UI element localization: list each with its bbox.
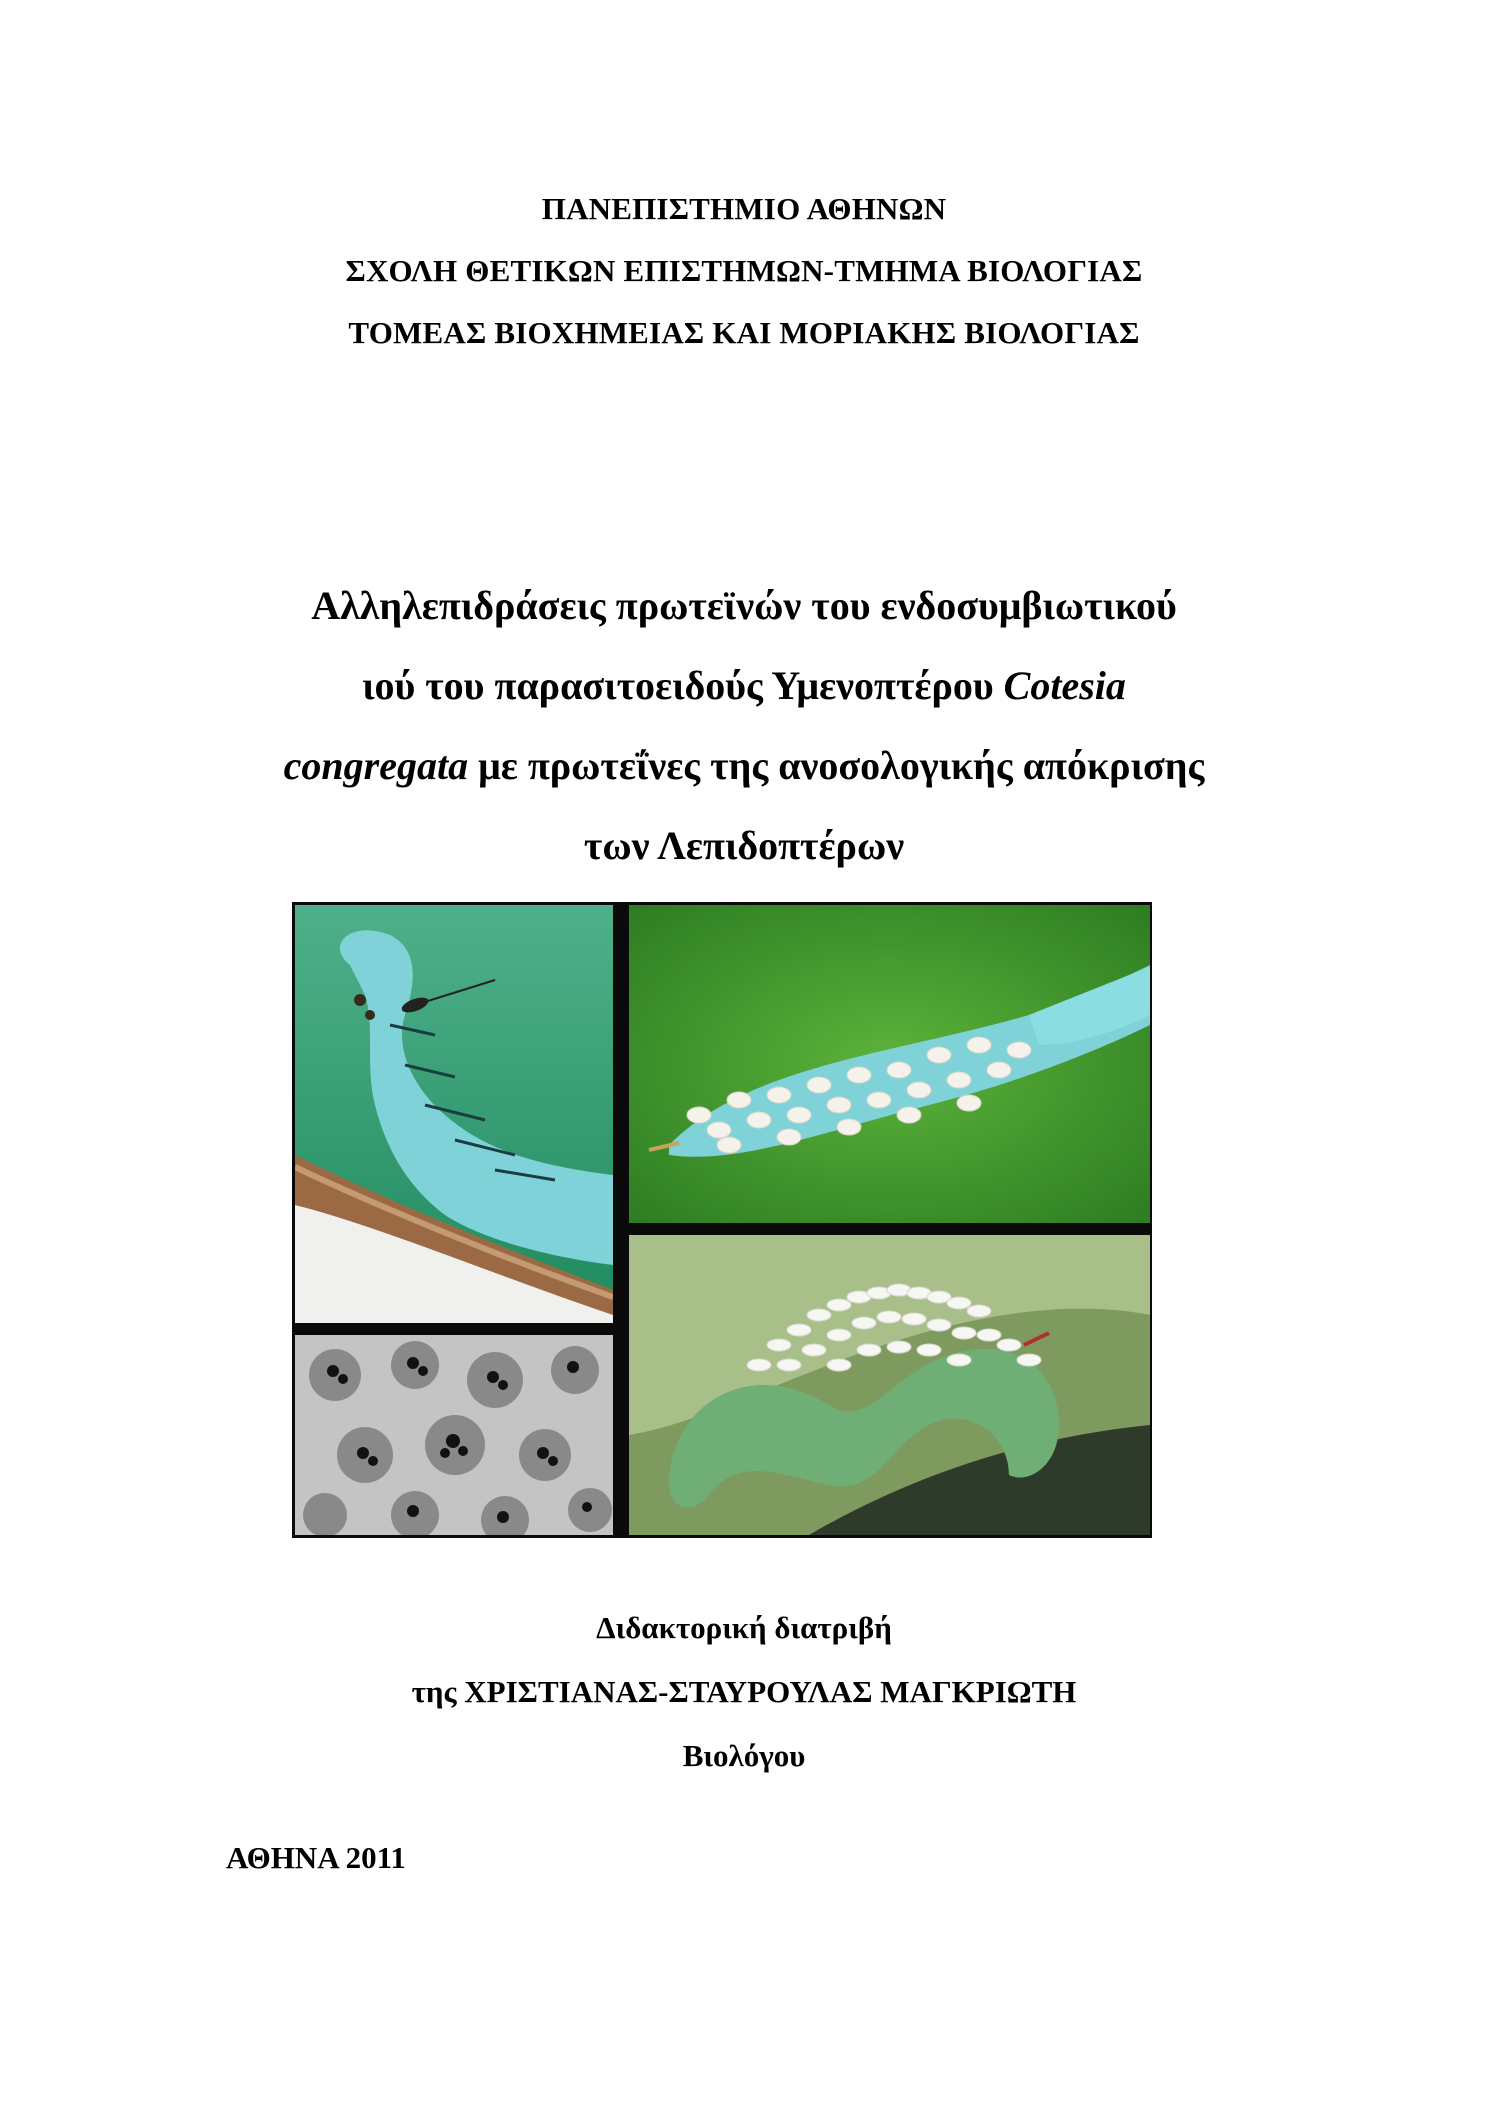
title-line-3 bbox=[0, 726, 1488, 806]
cover-image-mosaic bbox=[292, 902, 1152, 1538]
place-and-year: ΑΘΗΝΑ 2011 bbox=[226, 1840, 406, 1875]
title-line-2-text: ιού του παρασιτοειδούς Υμενοπτέρου bbox=[362, 663, 1004, 708]
author-profession: Βιολόγου bbox=[682, 1738, 806, 1773]
school-department: ΣΧΟΛΗ ΘΕΤΙΚΩΝ ΕΠΙΣΤΗΜΩΝ-ΤΜΗΜΑ ΒΙΟΛΟΓΙΑΣ bbox=[345, 253, 1143, 288]
species-genus: Cotesia bbox=[1003, 663, 1126, 708]
university-name: ΠΑΝΕΠΙΣΤΗΜΙΟ ΑΘΗΝΩΝ bbox=[541, 191, 947, 226]
title-line-3-text: με πρωτεΐνες της ανοσολογικής απόκρισης bbox=[468, 743, 1205, 788]
caterpillar-with-cocoons-photo bbox=[629, 905, 1150, 1223]
green-caterpillar-cocoons-photo bbox=[629, 1235, 1150, 1535]
thesis-title bbox=[0, 566, 1488, 886]
author-block bbox=[0, 1596, 1488, 1788]
title-line-4: των Λεπιδοπτέρων bbox=[583, 823, 905, 868]
microscopy-photo bbox=[295, 1335, 613, 1535]
species-epithet: congregata bbox=[283, 743, 469, 788]
institution-header bbox=[0, 178, 1488, 364]
division-name: ΤΟΜΕΑΣ ΒΙΟΧΗΜΕΙΑΣ ΚΑΙ ΜΟΡΙΑΚΗΣ ΒΙΟΛΟΓΙΑΣ bbox=[348, 315, 1140, 350]
caterpillar-with-wasp-photo bbox=[295, 905, 613, 1323]
title-line-1: Αλληλεπιδράσεις πρωτεϊνών του ενδοσυμβιωτικού bbox=[311, 583, 1177, 628]
thesis-type: Διδακτορική διατριβή bbox=[596, 1610, 892, 1645]
title-line-2 bbox=[0, 646, 1488, 726]
author-name: της ΧΡΙΣΤΙΑΝΑΣ-ΣΤΑΥΡΟΥΛΑΣ ΜΑΓΚΡΙΩΤΗ bbox=[411, 1674, 1077, 1709]
